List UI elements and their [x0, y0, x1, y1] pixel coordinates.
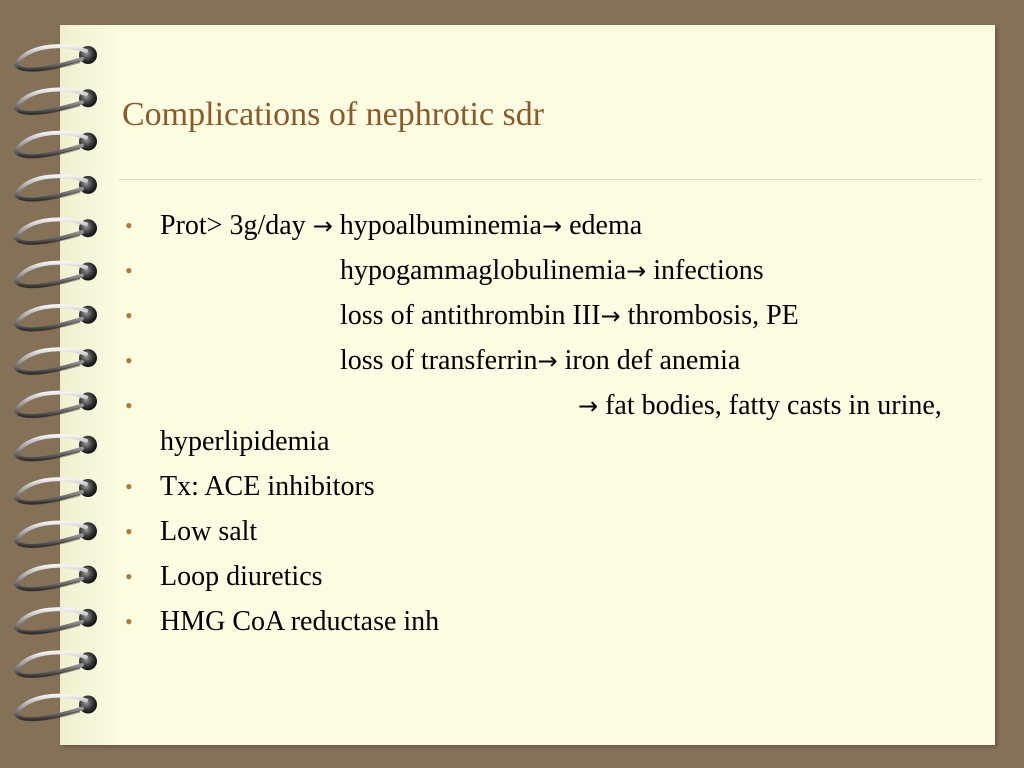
arrow-icon: → — [312, 212, 333, 240]
bullet-marker: • — [125, 348, 133, 373]
spiral-ring — [16, 176, 97, 201]
arrow-icon: → — [541, 212, 563, 240]
bullet-marker: • — [125, 303, 133, 328]
bullet-item-8: • Loop diuretics — [122, 559, 962, 595]
slide-title: Complications of nephrotic sdr — [122, 96, 545, 133]
spiral-ring — [16, 609, 97, 634]
spiral-ring — [16, 219, 97, 244]
spiral-ring — [16, 696, 97, 721]
bullet-marker: • — [125, 213, 133, 238]
bullet-item-1: • Prot> 3g/day → hypoalbuminemia→ edema — [122, 208, 962, 244]
bullet-list — [122, 208, 962, 649]
spiral-ring — [16, 306, 97, 331]
bullet-marker: • — [125, 519, 133, 544]
spiral-ring — [16, 46, 97, 71]
bullet-marker: • — [125, 393, 133, 418]
spiral-ring — [16, 349, 97, 374]
bullet-marker: • — [125, 474, 133, 499]
title-divider — [118, 179, 982, 180]
bullet-item-3: • loss of antithrombin III→ thrombosis, PE — [122, 298, 962, 334]
spiral-ring — [16, 522, 97, 547]
arrow-icon: → — [626, 257, 647, 285]
arrow-icon: → — [600, 302, 621, 330]
spiral-ring — [16, 652, 97, 677]
spiral-ring — [16, 479, 97, 504]
spiral-ring — [16, 89, 97, 114]
bullet-item-2: • hypogammaglobulinemia→ infections — [122, 253, 962, 289]
bullet-item-7: • Low salt — [122, 514, 962, 550]
spiral-ring — [16, 263, 97, 288]
spiral-ring — [16, 133, 97, 158]
bullet-item-6: • Tx: ACE inhibitors — [122, 469, 962, 505]
bullet-marker: • — [125, 564, 133, 589]
spiral-ring — [16, 436, 97, 461]
bullet-item-5: • → fat bodies, fatty casts in urine, hyperlipidemia — [125, 390, 942, 457]
bullet-marker: • — [125, 609, 133, 634]
spiral-ring — [16, 392, 97, 417]
bullet-marker: • — [125, 258, 133, 283]
arrow-icon: → — [537, 347, 558, 375]
bullet-item-9: • HMG CoA reductase inh — [122, 604, 962, 640]
spiral-ring — [16, 566, 97, 591]
spiral-binding — [0, 0, 110, 768]
bullet-item-4: • loss of transferrin→ iron def anemia — [122, 343, 962, 379]
arrow-icon: → — [578, 392, 599, 420]
